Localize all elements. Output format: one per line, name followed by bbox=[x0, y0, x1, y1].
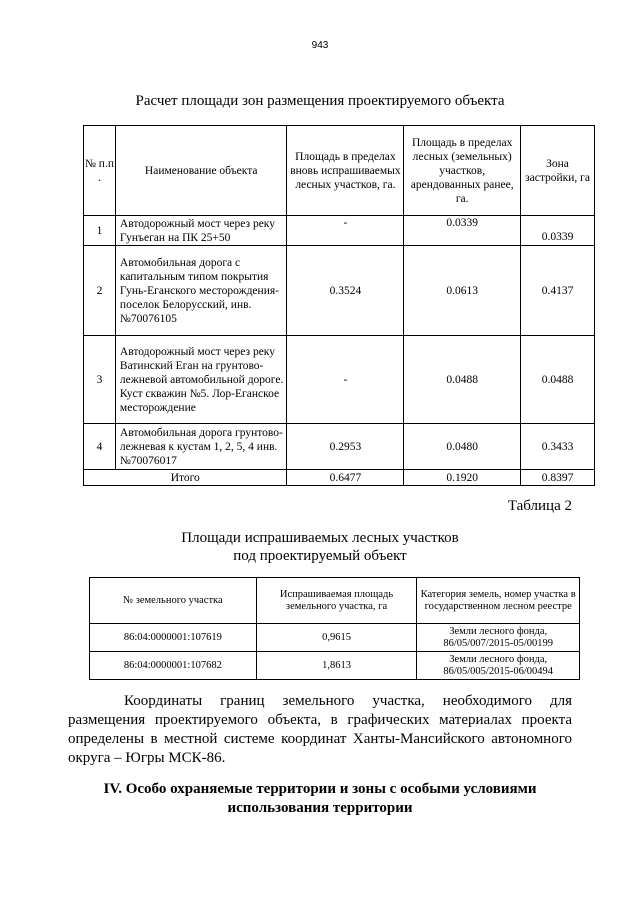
row-name: Автодорожный мост через реку Гунъеган на ПК 25+50 bbox=[115, 216, 287, 246]
parcel-category bbox=[417, 624, 580, 652]
parcel-category-line2: 86/05/007/2015-05/00199 bbox=[443, 637, 553, 649]
header-parcel: № земельного участка bbox=[90, 578, 257, 624]
row-num: 4 bbox=[84, 424, 116, 470]
parcel-number: 86:04:0000001:107619 bbox=[90, 624, 257, 652]
table-header-row bbox=[90, 578, 580, 624]
coordinates-paragraph: Координаты границ земельного участка, необходимого для размещения проектируемого объекта, в графических материалах проекта определены в местной системе координат Ханты-Мансийского автономного округа – Югры МСК-86. bbox=[68, 693, 572, 766]
section-heading-line2: использования территории bbox=[227, 800, 413, 816]
table-row bbox=[84, 246, 595, 336]
row-leased: 0.0480 bbox=[404, 424, 521, 470]
row-leased: 0.0488 bbox=[404, 336, 521, 424]
row-zone: 0.3433 bbox=[521, 424, 595, 470]
table-row bbox=[84, 216, 595, 246]
row-num: 2 bbox=[84, 246, 116, 336]
table-row bbox=[84, 336, 595, 424]
table2-title-line2: под проектируемый объект bbox=[233, 548, 407, 564]
total-leased: 0.1920 bbox=[404, 470, 521, 486]
row-zone: 0.0488 bbox=[521, 336, 595, 424]
table1-title: Расчет площади зон размещения проектируемого объекта bbox=[135, 93, 505, 109]
parcel-area: 1,8613 bbox=[256, 652, 417, 680]
parcel-category-line1: Земли лесного фонда, bbox=[449, 625, 548, 637]
table-row bbox=[90, 624, 580, 652]
zones-area-table bbox=[83, 125, 595, 486]
row-leased: 0.0339 bbox=[404, 216, 521, 246]
total-requested: 0.6477 bbox=[287, 470, 404, 486]
table2-title bbox=[0, 529, 640, 565]
row-name: Автодорожный мост через реку Ватинский Еган на грунтово-лежневой автомобильной дороге. Куст скважин №5. Лор-Еганское месторождение bbox=[115, 336, 287, 424]
section-heading bbox=[68, 780, 572, 818]
row-requested: - bbox=[287, 216, 404, 246]
row-zone: 0.0339 bbox=[521, 216, 595, 246]
row-num: 1 bbox=[84, 216, 116, 246]
parcel-number: 86:04:0000001:107682 bbox=[90, 652, 257, 680]
section-heading-line1: IV. Особо охраняемые территории и зоны с особыми условиями bbox=[103, 781, 537, 797]
header-name: Наименование объекта bbox=[115, 126, 287, 216]
row-name: Автомобильная дорога с капитальным типом покрытия Гунь-Еганского месторождения-поселок Белорусский, инв.№70076105 bbox=[115, 246, 287, 336]
header-area-requested: Площадь в пределах вновь испрашиваемых лесных участков, га. bbox=[287, 126, 404, 216]
header-area: Испрашиваемая площадь земельного участка, га bbox=[256, 578, 417, 624]
row-leased: 0.0613 bbox=[404, 246, 521, 336]
row-requested: 0.2953 bbox=[287, 424, 404, 470]
parcel-category-line2: 86/05/005/2015-06/00494 bbox=[443, 665, 553, 677]
header-num: № п.п . bbox=[84, 126, 116, 216]
parcel-area: 0,9615 bbox=[256, 624, 417, 652]
header-area-leased: Площадь в пределах лесных (земельных) участков, арендованных ранее, га. bbox=[404, 126, 521, 216]
header-category: Категория земель, номер участка в государственном лесном реестре bbox=[417, 578, 580, 624]
total-zone: 0.8397 bbox=[521, 470, 595, 486]
table-row bbox=[84, 424, 595, 470]
table-row bbox=[90, 652, 580, 680]
table-header-row bbox=[84, 126, 595, 216]
row-num: 3 bbox=[84, 336, 116, 424]
row-name: Автомобильная дорога грунтово-лежневая к кустам 1, 2, 5, 4 инв.№70076017 bbox=[115, 424, 287, 470]
row-requested: - bbox=[287, 336, 404, 424]
header-zone: Зона застройки, га bbox=[521, 126, 595, 216]
row-zone: 0.4137 bbox=[521, 246, 595, 336]
row-requested: 0.3524 bbox=[287, 246, 404, 336]
table2-title-line1: Площади испрашиваемых лесных участков bbox=[181, 530, 459, 546]
parcel-category bbox=[417, 652, 580, 680]
forest-parcels-table bbox=[89, 577, 580, 680]
table2-label: Таблица 2 bbox=[507, 498, 572, 514]
total-label: Итого bbox=[84, 470, 287, 486]
total-row bbox=[84, 470, 595, 486]
parcel-category-line1: Земли лесного фонда, bbox=[449, 653, 548, 665]
page-number: 943 bbox=[311, 40, 329, 51]
